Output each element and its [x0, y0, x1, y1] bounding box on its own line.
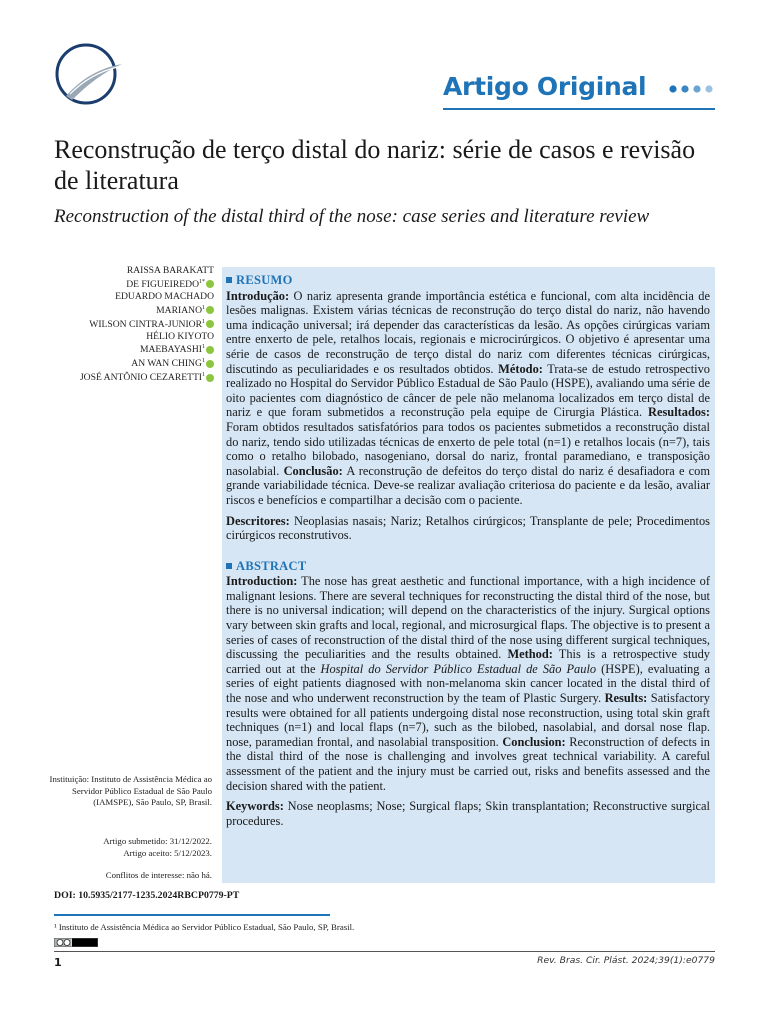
resumo-heading-text: RESUMO: [236, 273, 293, 287]
author-line: [30, 342, 214, 356]
orcid-icon[interactable]: [206, 306, 214, 314]
author-line: [30, 265, 214, 277]
author-line: [30, 317, 214, 331]
author-list: [30, 265, 214, 384]
author-name: RAISSA BARAKATT: [126, 265, 214, 276]
resumo-keywords-label: Descritores:: [226, 513, 290, 528]
affiliation-sup: 1*: [199, 278, 205, 285]
author-name: MAEBAYASHI: [139, 344, 202, 356]
article-type-label: Artigo Original: [443, 72, 647, 101]
affiliation-sup: 1: [202, 344, 205, 351]
abstract-intro-text: The nose has great aesthetic and functional importance, with a high incidence of malignant lesions. There are several techniques for reconstructing the distal third of the nose, but there is no universal indication; will depend on the characteristics of the injury. Surgical options vary between skin grafts and local, regional, and microsurgical flaps. The objective is to present a series of cases of reconstruction of the distal third of the nose using different surgical techniques, discussing the peculiarities and the results obtained.: [226, 574, 710, 662]
author-name: JOSÉ ANTÔNIO CEZARETTI: [79, 372, 202, 384]
institution-text: Instituição: Instituto de Assistência Médica ao Servidor Público Estadual de São Paulo (IAMSPE), São Paulo, SP, Brasil.: [49, 774, 212, 808]
orcid-icon[interactable]: [206, 280, 214, 288]
affiliation-sup: 1: [202, 372, 205, 379]
cc-by-license-icon[interactable]: [54, 938, 98, 947]
orcid-icon[interactable]: [206, 374, 214, 382]
affiliation-sup: 1: [202, 318, 205, 325]
abstract-conclusion-label: Conclusion:: [502, 734, 566, 749]
abstract-results-text: Satisfactory results were obtained for all patients undergoing distal nose reconstruction, using total skin graft techniques (n=1) and local flaps (n=7), such as the bilobed, nasolabial, and dorsal nose flap. nose, paramedian frontal, and nasolabial transposition.: [226, 691, 710, 749]
page-number: 1: [54, 956, 62, 969]
submitted-date: Artigo submetido: 31/12/2022.: [103, 836, 212, 846]
article-dates: [30, 835, 212, 859]
conflicts-note: Conflitos de interesse: não há.: [105, 870, 212, 880]
abstract-intro-label: Introduction:: [226, 574, 298, 589]
author-line: [30, 356, 214, 370]
doi-link[interactable]: DOI: 10.5935/2177-1235.2024RBCP0779-PT: [54, 890, 240, 901]
journal-logo-icon: [52, 38, 124, 110]
author-name: HÉLIO KIYOTO: [146, 330, 214, 342]
resumo-keywords-text: Neoplasias nasais; Nariz; Retalhos cirúrgicos; Transplante de pele; Procedimentos cirúrgicos reconstrutivos.: [226, 513, 710, 543]
accepted-date: Artigo aceito: 5/12/2023.: [123, 848, 212, 858]
square-bullet-icon: [226, 277, 232, 283]
square-bullet-icon: [226, 563, 232, 569]
orcid-icon[interactable]: [206, 320, 214, 328]
abstract-method-label: Method:: [507, 647, 553, 662]
abstract-box: [222, 267, 715, 883]
institution-note: [30, 774, 212, 809]
author-name: WILSON CINTRA-JUNIOR: [89, 318, 202, 330]
author-line: [30, 291, 214, 303]
resumo-results-text: Foram obtidos resultados satisfatórios para todos os pacientes submetidos a reconstrução distal do nariz, tendo sido utilizadas técnicas de enxerto de pele total (n=1) e retalhos locais (n=7), tais como o retalho bilobado, nasogeniano, dorsal do nariz, frontal paramediano, e transposição nasolabial.: [226, 419, 710, 478]
author-line: [30, 331, 214, 343]
author-name: DE FIGUEIREDO: [126, 278, 199, 290]
resumo-conclusion-text: A reconstrução de defeitos do terço distal do nariz é desafiadora e com grande variabilidade técnica. Deve-se realizar avaliação criteriosa do paciente e da lesão, avaliar riscos e benefícios e compartilhar a decisão com o paciente.: [226, 463, 710, 507]
abstract-conclusion-text: Reconstruction of defects in the distal third of the nose is challenging and involves great technical variability. A careful assessment of the patient and the injury must be carried out, risks and benefits assessed and the decision shared with the patient.: [226, 734, 710, 793]
abstract-method-text: This is a retrospective study carried out at the: [226, 647, 710, 676]
article-title-pt: Reconstrução de terço distal do nariz: série de casos e revisão de literatura: [54, 135, 696, 195]
abstract-body: [226, 574, 710, 793]
author-line: [30, 370, 214, 384]
decorative-dots-icon: [668, 83, 724, 95]
affiliation-footnote: ¹ Instituto de Assistência Médica ao Servidor Público Estadual, São Paulo, SP, Brasil.: [54, 922, 355, 932]
resumo-intro-label: Introdução:: [226, 288, 290, 303]
resumo-intro-text: O nariz apresenta grande importância estética e funcional, com alta incidência de lesões malignas. Existem várias técnicas de reconstrução do terço distal do nariz, não havendo uma indicação universal; irá depender das características da lesão. As opções cirúrgicas variam entre enxerto de pele, retalhos locais, regionais e microcirúrgicos. O objetivo é apresentar uma série de casos de reconstrução de terço distal do nariz com diferentes técnicas cirúrgicas, discutindo as peculiaridades e os resultados obtidos.: [226, 288, 710, 376]
footnote-rule: [54, 914, 330, 916]
author-line: [30, 277, 214, 291]
abstract-keywords: [226, 799, 710, 828]
author-name: AN WAN CHING: [131, 358, 202, 370]
orcid-icon[interactable]: [206, 360, 214, 368]
affiliation-sup: 1: [202, 358, 205, 365]
resumo-keywords: [226, 514, 710, 543]
abstract-keywords-label: Keywords:: [226, 799, 284, 814]
resumo-results-label: Resultados:: [648, 405, 710, 420]
abstract-hospital-name: Hospital do Servidor Público Estadual de São Paulo: [320, 661, 597, 676]
resumo-method-text: Trata-se de estudo retrospectivo realizado no Hospital do Servidor Público Estadual de São Paulo (HSPE), avaliando uma série de oito pacientes com diagnóstico de câncer de pele não melanoma localizados em terço distal de nariz e que foram submetidos a reconstrução pela equipe de Cirurgia Plástica.: [226, 361, 711, 420]
author-name: MARIANO: [156, 304, 202, 316]
abstract-heading: [226, 559, 710, 574]
orcid-icon[interactable]: [206, 346, 214, 354]
abstract-content: [226, 273, 710, 828]
author-line: [30, 303, 214, 317]
author-name: EDUARDO MACHADO: [115, 290, 214, 302]
resumo-body: [226, 289, 710, 508]
header-rule: [443, 108, 715, 110]
resumo-conclusion-label: Conclusão:: [283, 463, 343, 478]
abstract-heading-text: ABSTRACT: [236, 558, 307, 573]
article-title-en: Reconstruction of the distal third of the nose: case series and literature review: [54, 206, 650, 227]
resumo-method-label: Método:: [498, 361, 543, 376]
abstract-keywords-text: Nose neoplasms; Nose; Surgical flaps; Skin transplantation; Reconstructive surgical procedures.: [226, 799, 710, 828]
affiliation-sup: 1: [202, 304, 205, 311]
page-bottom-rule: [54, 951, 715, 952]
abstract-results-label: Results:: [604, 691, 648, 706]
abstract-method-text-cont: (HSPE), evaluating a series of eight patients diagnosed with non-melanoma skin cancer located in the distal third of the nose and who underwent reconstruction by the team of Plastic Surgery.: [226, 661, 710, 706]
resumo-heading: [226, 273, 710, 288]
journal-citation: Rev. Bras. Cir. Plást. 2024;39(1):e0779: [537, 955, 715, 966]
